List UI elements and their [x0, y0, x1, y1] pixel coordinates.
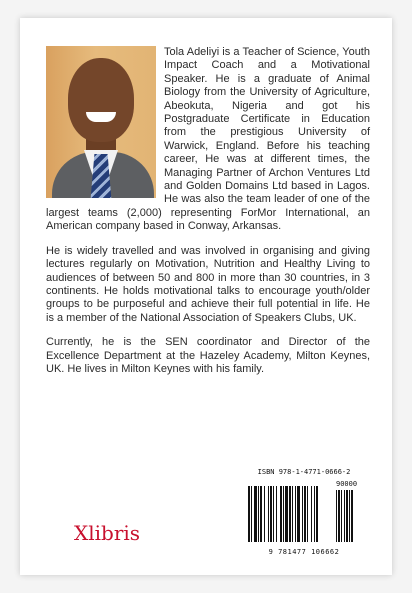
price-bar — [336, 490, 337, 542]
bio-paragraph-1: Tola Adeliyi is a Teacher of Science, Youth Impact Coach and a Motivational Speaker. He is a graduate of Animal Biology from the University of Agriculture, Abeokuta, Nigeria and got his Postgraduate Certificate in Education from the prestigious University of Warwick, England. Before his teaching career, He was at different times, the Managing Partner of Archon Ventures Ltd and Golden Domains Ltd based in Lagos. He was also the team leader of one of the largest teams (2,000) representing ForMor International, an American company based in Conway, Arkansas. — [46, 46, 370, 233]
barcode-bar — [307, 486, 308, 542]
price-bar — [351, 490, 353, 542]
barcode-bar — [273, 486, 274, 542]
author-photo — [46, 46, 156, 198]
barcode-bar — [268, 486, 269, 542]
barcode-bar — [285, 486, 288, 542]
barcode-bar — [316, 486, 318, 542]
barcode-bar — [292, 486, 293, 542]
barcode-bar — [258, 486, 259, 542]
price-bar — [349, 490, 350, 542]
price-bar — [344, 490, 345, 542]
price-bar — [341, 490, 342, 542]
barcode-bar — [283, 486, 284, 542]
isbn-barcode — [244, 468, 364, 558]
barcode-bar — [302, 486, 303, 542]
barcode-bar — [264, 486, 265, 542]
price-code: 90000 — [336, 480, 358, 488]
barcode-bars — [246, 478, 362, 546]
publisher-logo: Xlibris — [74, 521, 141, 545]
barcode-bar — [270, 486, 272, 542]
barcode-bar — [260, 486, 262, 542]
photo-head — [68, 58, 134, 142]
barcode-bar — [295, 486, 296, 542]
barcode-bar — [251, 486, 252, 542]
barcode-bar — [276, 486, 277, 542]
barcode-bar — [311, 486, 312, 542]
barcode-bar — [304, 486, 306, 542]
barcode-bar — [289, 486, 291, 542]
barcode-bar — [297, 486, 300, 542]
barcode-bar — [254, 486, 257, 542]
barcode-bar — [248, 486, 250, 542]
bio-paragraph-3: Currently, he is the SEN coordinator and Director of the Excellence Department at the Hazeley Academy, Milton Keynes, UK. He lives in Milton Keynes with his family. — [46, 336, 370, 375]
barcode-bar — [280, 486, 282, 542]
book-back-cover — [20, 18, 392, 575]
bio-paragraph-2: He is widely travelled and was involved in organising and giving lectures regularly on Motivation, Nutrition and Healthy Living to audiences of between 50 and 800 in more than 30 countries, in 3 continents. He holds motivational talks to encourage youth/older groups to be purposeful and achieve their full potential in life. He is a member of the National Association of Speakers Clubs, UK. — [46, 244, 370, 324]
barcode-bar — [314, 486, 315, 542]
barcode-digits: 9 781477 106662 — [268, 548, 340, 556]
isbn-text: ISBN 978-1-4771-0666-2 — [257, 468, 351, 476]
price-bar — [346, 490, 348, 542]
price-bar — [338, 490, 340, 542]
